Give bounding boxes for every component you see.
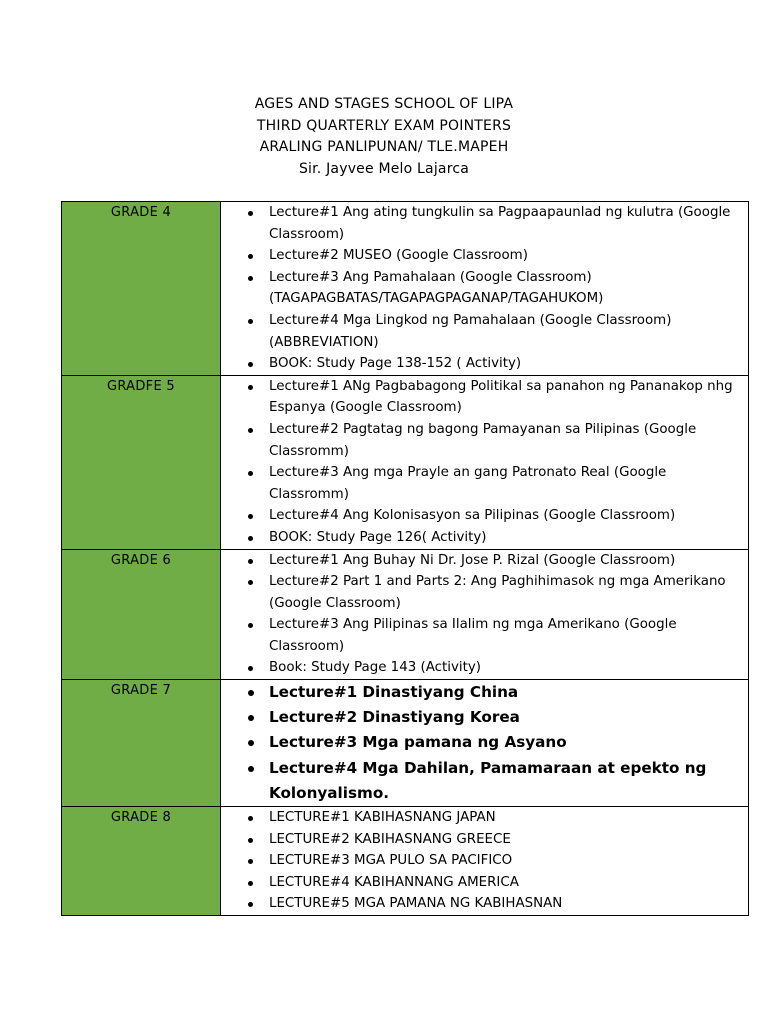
list-item: Book: Study Page 143 (Activity) xyxy=(269,657,748,679)
list-item: LECTURE#4 KABIHANNANG AMERICA xyxy=(269,872,748,894)
list-item: Lecture#2 Part 1 and Parts 2: Ang Paghihimasok ng mga Amerikano (Google Classroom) xyxy=(269,571,748,614)
document-header xyxy=(0,94,768,180)
list-item: Lecture#3 Ang Pilipinas sa Ilalim ng mga Amerikano (Google Classroom) xyxy=(269,614,748,657)
list-item: LECTURE#2 KABIHASNANG GREECE xyxy=(269,829,748,851)
grade-cell: GRADE 8 xyxy=(62,807,221,916)
list-item: Lecture#4 Mga Lingkod ng Pamahalaan (Google Classroom) (ABBREVIATION) xyxy=(269,310,748,353)
lecture-list xyxy=(221,376,748,549)
lecture-list xyxy=(221,807,748,915)
lecture-list-cell xyxy=(221,680,749,807)
school-name: AGES AND STAGES SCHOOL OF LIPA xyxy=(254,96,514,112)
lecture-list-cell xyxy=(221,202,749,376)
list-item: Lecture#1 ANg Pagbabagong Politikal sa panahon ng Pananakop nhg Espanya (Google Classroom) xyxy=(269,376,748,419)
list-item: LECTURE#3 MGA PULO SA PACIFICO xyxy=(269,850,748,872)
list-item: Lecture#1 Ang ating tungkulin sa Pagpaapaunlad ng kulutra (Google Classroom) xyxy=(269,202,748,245)
teacher-name: Sir. Jayvee Melo Lajarca xyxy=(298,160,470,177)
lecture-list xyxy=(221,202,748,375)
list-item: BOOK: Study Page 126( Activity) xyxy=(269,527,748,549)
lecture-list-cell xyxy=(221,549,749,680)
list-item: Lecture#2 Pagtatag ng bagong Pamayanan sa Pilipinas (Google Classromm) xyxy=(269,419,748,462)
table-row xyxy=(62,202,749,376)
grade-cell: GRADE 7 xyxy=(62,680,221,807)
subject-title: ARALING PANLIPUNAN/ TLE.MAPEH xyxy=(259,139,509,155)
list-item: Lecture#3 Mga pamana ng Asyano xyxy=(269,730,748,755)
grade-cell: GRADFE 5 xyxy=(62,375,221,549)
list-item: Lecture#4 Mga Dahilan, Pamamaraan at epekto ng Kolonyalismo. xyxy=(269,756,748,806)
list-item: Lecture#1 Ang Buhay Ni Dr. Jose P. Rizal (Google Classroom) xyxy=(269,550,748,572)
list-item: Lecture#4 Ang Kolonisasyon sa Pilipinas (Google Classroom) xyxy=(269,505,748,527)
list-item: LECTURE#1 KABIHASNANG JAPAN xyxy=(269,807,748,829)
list-item: Lecture#3 Ang Pamahalaan (Google Classroom) (TAGAPAGBATAS/TAGAPAGPAGANAP/TAGAHUKOM) xyxy=(269,267,748,310)
list-item: Lecture#1 Dinastiyang China xyxy=(269,680,748,705)
grade-cell: GRADE 4 xyxy=(62,202,221,376)
lecture-list xyxy=(221,680,748,806)
document-title: THIRD QUARTERLY EXAM POINTERS xyxy=(256,117,512,134)
lecture-list-cell xyxy=(221,375,749,549)
exam-pointers-table xyxy=(61,201,749,916)
grade-cell: GRADE 6 xyxy=(62,549,221,680)
list-item: LECTURE#5 MGA PAMANA NG KABIHASNAN xyxy=(269,893,748,915)
list-item: BOOK: Study Page 138-152 ( Activity) xyxy=(269,353,748,375)
table-row xyxy=(62,680,749,807)
lecture-list xyxy=(221,550,748,680)
table-row xyxy=(62,549,749,680)
table-row xyxy=(62,375,749,549)
list-item: Lecture#3 Ang mga Prayle an gang Patronato Real (Google Classromm) xyxy=(269,462,748,505)
lecture-list-cell xyxy=(221,807,749,916)
list-item: Lecture#2 Dinastiyang Korea xyxy=(269,705,748,730)
list-item: Lecture#2 MUSEO (Google Classroom) xyxy=(269,245,748,267)
table-row xyxy=(62,807,749,916)
